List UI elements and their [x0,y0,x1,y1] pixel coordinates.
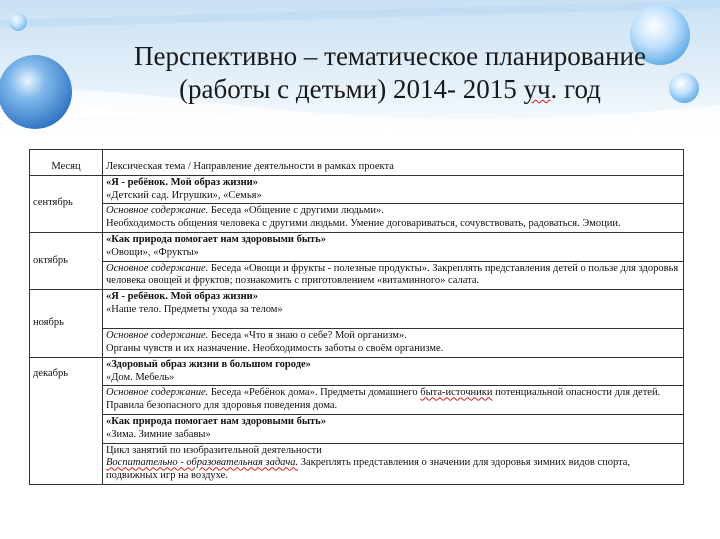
table-row [30,204,684,233]
theme-subtitle: «Зима. Зимние забавы» [106,428,211,440]
table-row [30,290,684,329]
table-row [30,443,684,484]
cycle-title: Цикл занятий по изобразительной деятельности [106,444,322,456]
table-row [30,261,684,290]
theme-cell [103,175,684,204]
theme-subtitle: «Детский сад. Игрушки», «Семья» [106,189,262,201]
title-line-1: Перспективно – тематическое планирование [134,41,646,71]
content-cell: Основное содержание. Беседа «Что я знаю о себе? Мой организм». Органы чувств и их назначение. Необходимость заботы о своём организме. [103,329,684,358]
table-row [30,175,684,204]
table-header-row [30,150,684,176]
month-october: октябрь [30,232,103,289]
month-november: ноябрь [30,290,103,358]
content-cell: Основное содержание. Беседа «Овощи и фрукты - полезные продукты». Закреплять представления детей о пользе для здоровья человека овощей и фруктов; познакомить с приготовлением «витаминного» салата. [103,261,684,290]
theme-title: «Как природа помогает нам здоровыми быть» [106,233,326,245]
table-row [30,232,684,261]
theme-cell [103,357,684,386]
header-theme: Лексическая тема / Направление деятельности в рамках проекта [103,150,684,176]
theme-cell [103,290,684,329]
header-month: Месяц [30,150,103,176]
month-december: декабрь [30,357,103,484]
bubble-left [0,55,72,129]
theme-subtitle: «Дом. Мебель» [106,371,175,383]
theme-title: «Я - ребёнок. Мой образ жизни» [106,291,258,303]
theme-subtitle: «Наше тело. Предметы ухода за телом» [106,303,283,315]
table-row [30,357,684,386]
page-title [70,40,710,106]
theme-title: «Как природа помогает нам здоровыми быть» [106,415,326,427]
theme-cell [103,232,684,261]
theme-cell [103,414,684,443]
table-row [30,386,684,415]
content-cell: Основное содержание. Беседа «Ребёнок дома». Предметы домашнего быта-источники потенциальной опасности для детей. Правила безопасного для здоровья поведения дома. [103,386,684,415]
theme-title: «Здоровый образ жизни в большом городе» [106,358,311,370]
month-september: сентябрь [30,175,103,232]
theme-subtitle: «Овощи», «Фрукты» [106,246,199,258]
table-row [30,414,684,443]
table-row [30,329,684,358]
planning-table [29,149,684,485]
content-cell: Основное содержание. Беседа «Общение с другими людьми». Необходимость общения человека с другими людьми. Умение договариваться, сочувствовать, радоваться. Эмоции. [103,204,684,233]
theme-title: «Я - ребёнок. Мой образ жизни» [106,176,258,188]
title-line-2: (работы с детьми) 2014- 2015 уч. год [179,74,601,104]
content-cell: Цикл занятий по изобразительной деятельности Воспитательно - образовательная задача. Закреплять представления о значении для здоровья зимних видов спорта, подвижных игр на воздухе. [103,443,684,484]
